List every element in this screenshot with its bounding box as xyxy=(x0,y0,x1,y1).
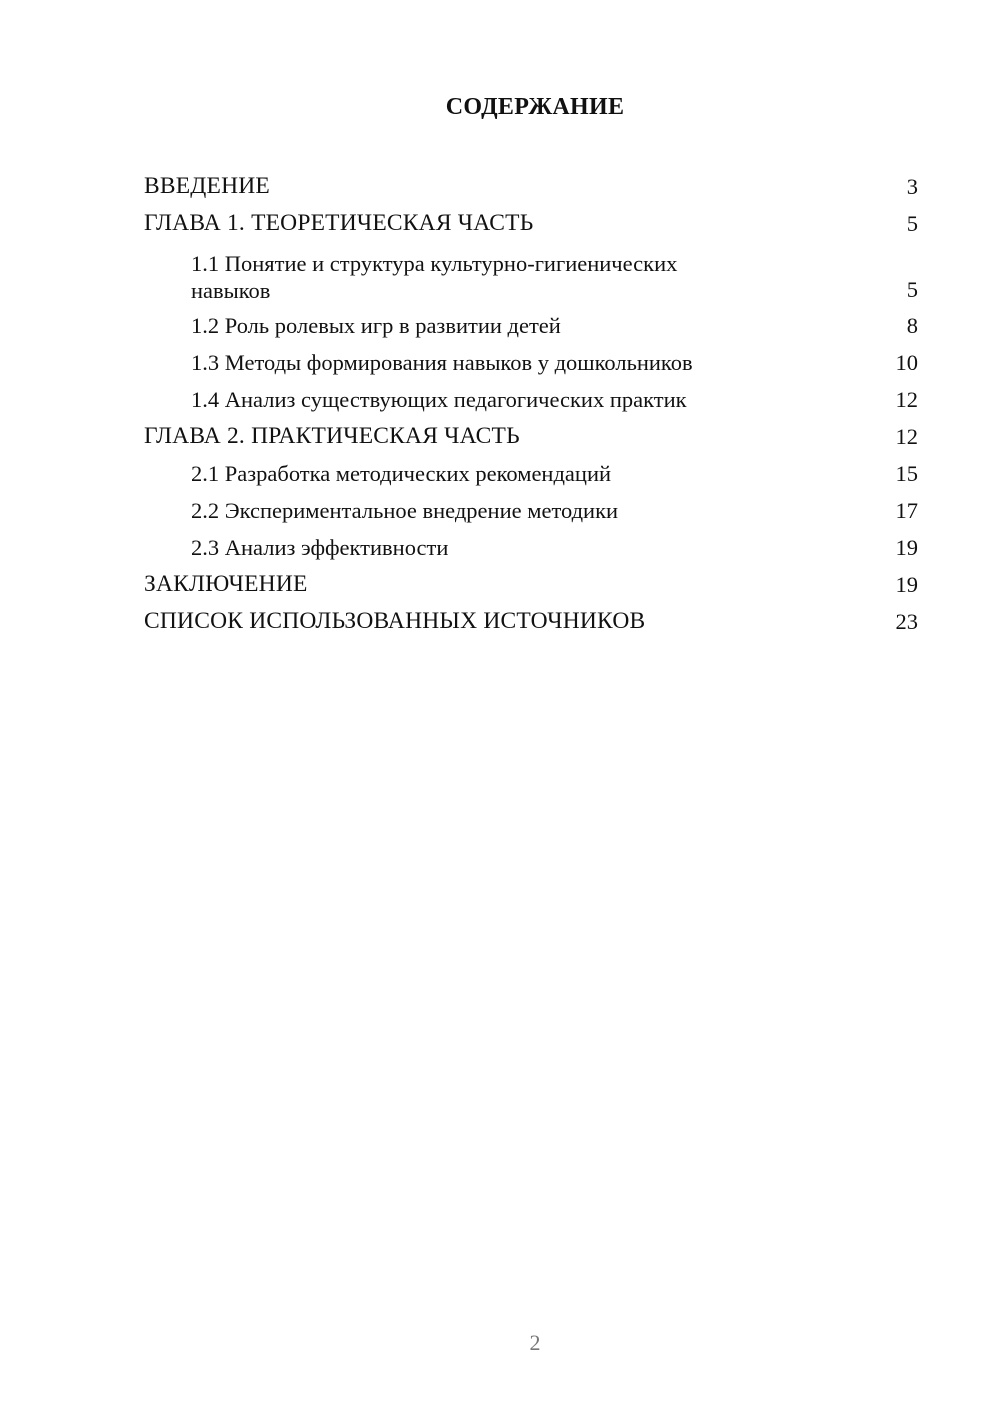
toc-entry-text: ВВЕДЕНИЕ xyxy=(144,173,270,199)
table-of-contents xyxy=(144,168,918,640)
toc-entry-page: 12 xyxy=(895,424,918,449)
toc-entry-page: 23 xyxy=(895,609,918,634)
toc-entry-page: 3 xyxy=(906,174,918,199)
toc-entry-text: 2.1 Разработка методических рекомендаций xyxy=(191,461,612,486)
toc-entry-page: 5 xyxy=(906,277,918,302)
toc-entry-page: 8 xyxy=(906,313,918,338)
toc-entry-page: 12 xyxy=(895,387,918,412)
toc-entry-section-1-1[interactable] xyxy=(144,242,918,307)
toc-entry-text: ГЛАВА 1. ТЕОРЕТИЧЕСКАЯ ЧАСТЬ xyxy=(144,210,534,236)
toc-entry-page: 15 xyxy=(895,461,918,486)
page-number: 2 xyxy=(529,1330,541,1355)
toc-entry-page: 10 xyxy=(895,350,918,375)
toc-entry-section-1-4[interactable] xyxy=(144,381,918,418)
toc-entry-text: 1.4 Анализ существующих педагогических практик xyxy=(191,387,687,412)
toc-entry-chapter-2[interactable] xyxy=(144,418,918,455)
toc-entry-section-1-2[interactable] xyxy=(144,307,918,344)
toc-entry-section-2-1[interactable] xyxy=(144,455,918,492)
toc-entry-page: 19 xyxy=(895,535,918,560)
toc-entry-page: 19 xyxy=(895,572,918,597)
toc-entry-references[interactable] xyxy=(144,603,918,640)
toc-entry-text: 2.3 Анализ эффективности xyxy=(191,535,449,560)
toc-entry-text: 1.3 Методы формирования навыков у дошкольников xyxy=(191,350,693,375)
toc-title: СОДЕРЖАНИЕ xyxy=(445,94,625,120)
toc-entry-text: 1.1 Понятие и структура культурно-гигиенических навыков xyxy=(191,251,678,303)
toc-entry-text: ЗАКЛЮЧЕНИЕ xyxy=(144,571,308,597)
toc-entry-conclusion[interactable] xyxy=(144,566,918,603)
toc-entry-section-2-2[interactable] xyxy=(144,492,918,529)
toc-entry-text: 1.2 Роль ролевых игр в развитии детей xyxy=(191,313,561,338)
toc-entry-section-2-3[interactable] xyxy=(144,529,918,566)
toc-entry-text: ГЛАВА 2. ПРАКТИЧЕСКАЯ ЧАСТЬ xyxy=(144,423,520,449)
toc-entry-chapter-1[interactable] xyxy=(144,205,918,242)
toc-entry-page: 5 xyxy=(906,211,918,236)
toc-entry-text: 2.2 Экспериментальное внедрение методики xyxy=(191,498,619,523)
toc-entry-introduction[interactable] xyxy=(144,168,918,205)
toc-entry-page: 17 xyxy=(895,498,918,523)
toc-entry-section-1-3[interactable] xyxy=(144,344,918,381)
toc-entry-text: СПИСОК ИСПОЛЬЗОВАННЫХ ИСТОЧНИКОВ xyxy=(144,608,646,634)
